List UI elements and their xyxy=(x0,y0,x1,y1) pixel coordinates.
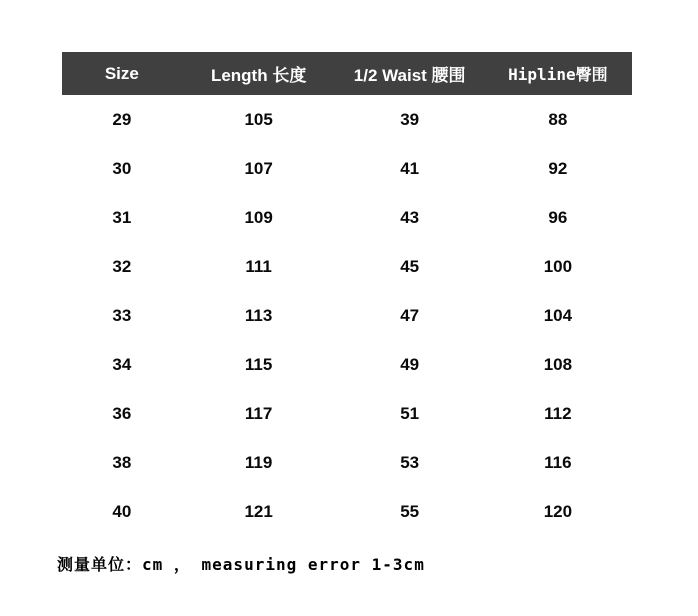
cell-length: 117 xyxy=(244,403,273,423)
cell-hipline: 116 xyxy=(544,452,572,472)
table-row xyxy=(62,340,632,389)
table-row xyxy=(62,438,632,487)
cell-size: 34 xyxy=(112,354,132,374)
column-header-length: Length 长度 xyxy=(182,52,336,95)
cell-hipline: 120 xyxy=(543,501,573,521)
table-row xyxy=(62,389,632,438)
column-header-size: Size xyxy=(62,52,182,95)
cell-length: 107 xyxy=(244,158,273,178)
cell-size: 32 xyxy=(112,256,132,276)
table-row xyxy=(62,193,632,242)
column-header-hipline: Hipline臀围 xyxy=(484,52,632,95)
cell-size: 30 xyxy=(112,158,132,178)
cell-length: 109 xyxy=(244,207,273,227)
table-row xyxy=(62,291,632,340)
cell-size: 36 xyxy=(112,403,132,423)
cell-hipline: 88 xyxy=(548,109,568,129)
cell-waist: 47 xyxy=(400,305,420,325)
table-header-row xyxy=(62,52,632,95)
cell-size: 40 xyxy=(112,501,132,521)
cell-length: 111 xyxy=(245,256,272,276)
cell-waist: 55 xyxy=(400,501,420,521)
cell-size: 29 xyxy=(112,109,132,129)
cell-length: 121 xyxy=(244,501,273,521)
cell-waist: 45 xyxy=(400,256,420,276)
column-header-waist: 1/2 Waist 腰围 xyxy=(336,52,484,95)
cell-hipline: 108 xyxy=(543,354,573,374)
cell-waist: 51 xyxy=(400,403,420,423)
cell-length: 115 xyxy=(244,354,273,374)
cell-waist: 49 xyxy=(400,354,420,374)
cell-waist: 41 xyxy=(400,158,420,178)
cell-size: 33 xyxy=(112,305,132,325)
table-row xyxy=(62,487,632,536)
table-row xyxy=(62,144,632,193)
cell-waist: 53 xyxy=(400,452,420,472)
cell-hipline: 100 xyxy=(543,256,573,276)
cell-hipline: 104 xyxy=(543,305,573,325)
cell-length: 105 xyxy=(244,109,273,129)
cell-length: 119 xyxy=(244,452,273,472)
cell-size: 38 xyxy=(112,452,132,472)
cell-waist: 39 xyxy=(400,109,420,129)
table-row xyxy=(62,242,632,291)
cell-waist: 43 xyxy=(400,207,420,227)
size-table xyxy=(62,52,632,536)
cell-hipline: 112 xyxy=(544,403,572,423)
cell-hipline: 92 xyxy=(548,158,568,178)
cell-size: 31 xyxy=(112,207,132,227)
measurement-note: 测量单位：cm ， measuring error 1-3cm xyxy=(57,555,425,574)
cell-length: 113 xyxy=(244,305,273,325)
table-row xyxy=(62,95,632,144)
cell-hipline: 96 xyxy=(548,207,568,227)
